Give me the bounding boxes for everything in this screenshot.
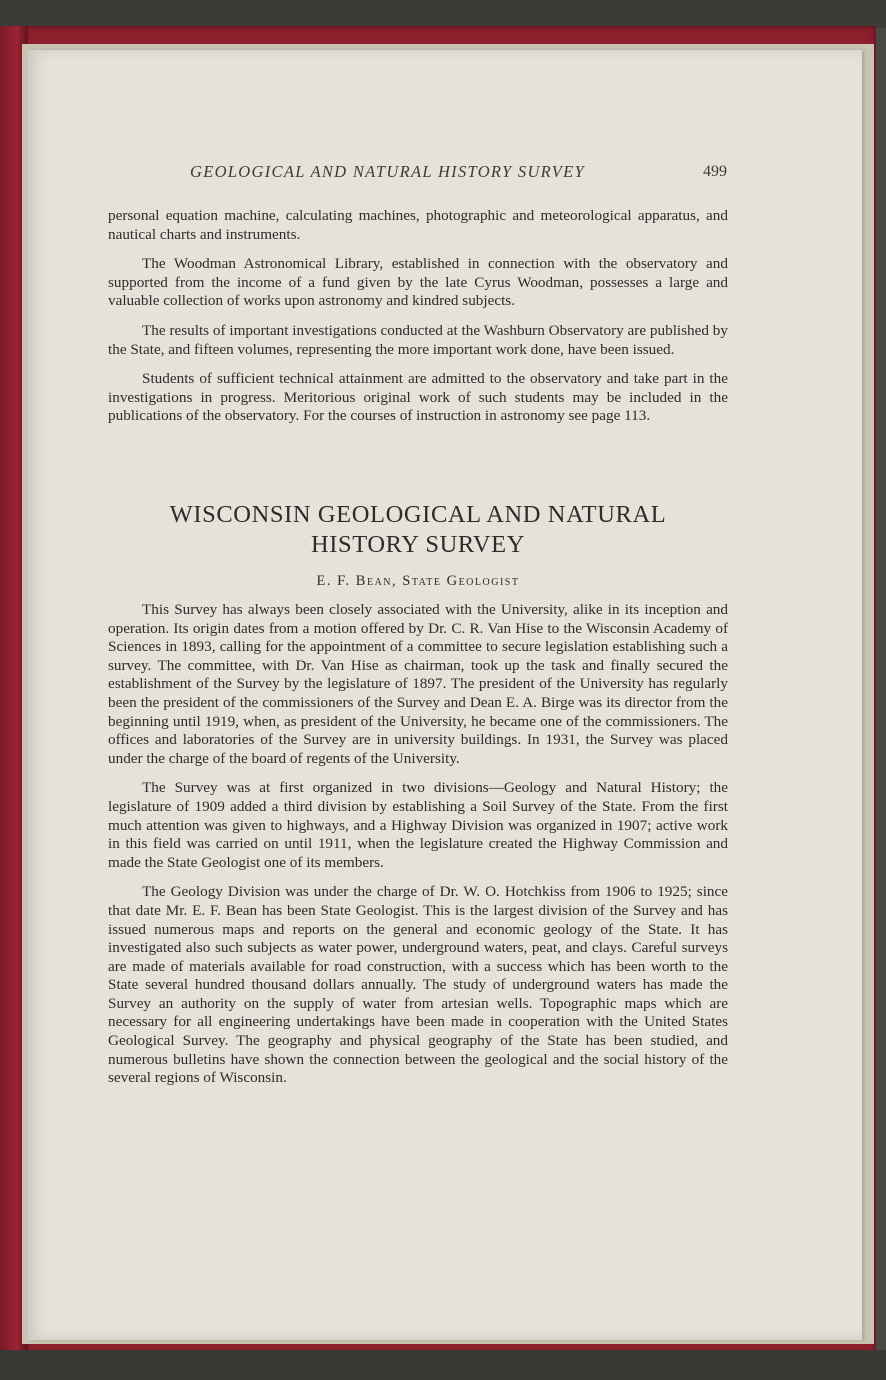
intro-text-block xyxy=(108,207,728,437)
section-heading-line-2: HISTORY SURVEY xyxy=(310,531,526,558)
paragraph: The Survey was at first organized in two divisions—Geology and Natural History; the legislature of 1909 added a third division by establishing a Soil Survey of the State. From the first much attention was given to highways, and a Highway Division was organized in 1907; active work in this field was carried on until 1911, when the legislature created the Highway Commission and made the State Geologist one of its members. xyxy=(108,779,728,871)
paragraph: The results of important investigations conducted at the Washburn Observatory are published by the State, and fifteen volumes, representing the more important work done, have been issued. xyxy=(108,321,728,358)
scan-background-top xyxy=(0,0,886,28)
section-heading xyxy=(108,500,728,560)
author-byline: E. F. Bean, State Geologist xyxy=(316,573,520,589)
running-head: GEOLOGICAL AND NATURAL HISTORY SURVEY xyxy=(190,162,585,181)
paragraph: The Geology Division was under the charge of Dr. W. O. Hotchkiss from 1906 to 1925; since that date Mr. E. F. Bean has been State Geologist. This is the largest division of the Survey and has issued numerous maps and reports on the general and economic geology of the State. It has investigated also such subjects as water power, underground waters, peat, and clays. Careful surveys are made of materials available for road construction, with a success which has been worth to the State several hundred thousand dollars annually. The study of underground waters has made the Survey an authority on the supply of water from artesian wells. Topographic maps which are necessary for all engineering undertakings have been made in cooperation with the United States Geological Survey. The geography and physical geography of the State has been studied, and numerous bulletins have shown the connection between the geological and the social history of the several regions of Wisconsin. xyxy=(108,883,728,1087)
paragraph: This Survey has always been closely associated with the University, alike in its inception and operation. Its origin dates from a motion offered by Dr. C. R. Van Hise to the Wisconsin Academy of Sciences in 1893, calling for the appointment of a committee to secure legislation establishing such a survey. The committee, with Dr. Van Hise as chairman, took up the task and finally secured the establishment of the Survey by the legislature of 1897. The president of the University has regularly been the president of the commissioners of the Survey and Dean E. A. Birge was its director from the beginning until 1919, when, as president of the University, he became one of the commissioners. The offices and laboratories of the Survey are in university buildings. In 1931, the Survey was placed under the charge of the board of regents of the University. xyxy=(108,601,728,767)
section-text-block xyxy=(108,601,728,1099)
page-number: 499 xyxy=(703,163,727,180)
section-heading-line-1: WISCONSIN GEOLOGICAL AND NATURAL xyxy=(169,501,667,528)
scan-background-bottom xyxy=(0,1350,886,1380)
paragraph: personal equation machine, calculating machines, photographic and meteorological apparatus, and nautical charts and instruments. xyxy=(108,207,728,243)
paragraph: Students of sufficient technical attainment are admitted to the observatory and take part in the investigations in progress. Meritorious original work of such students may be included in the publications of the observatory. For the courses of instruction in astronomy see page 113. xyxy=(108,370,728,425)
paragraph: The Woodman Astronomical Library, established in connection with the observatory and supported from the income of a fund given by the late Cyrus Woodman, possesses a large and valuable collection of works upon astronomy and kindred subjects. xyxy=(108,255,728,310)
